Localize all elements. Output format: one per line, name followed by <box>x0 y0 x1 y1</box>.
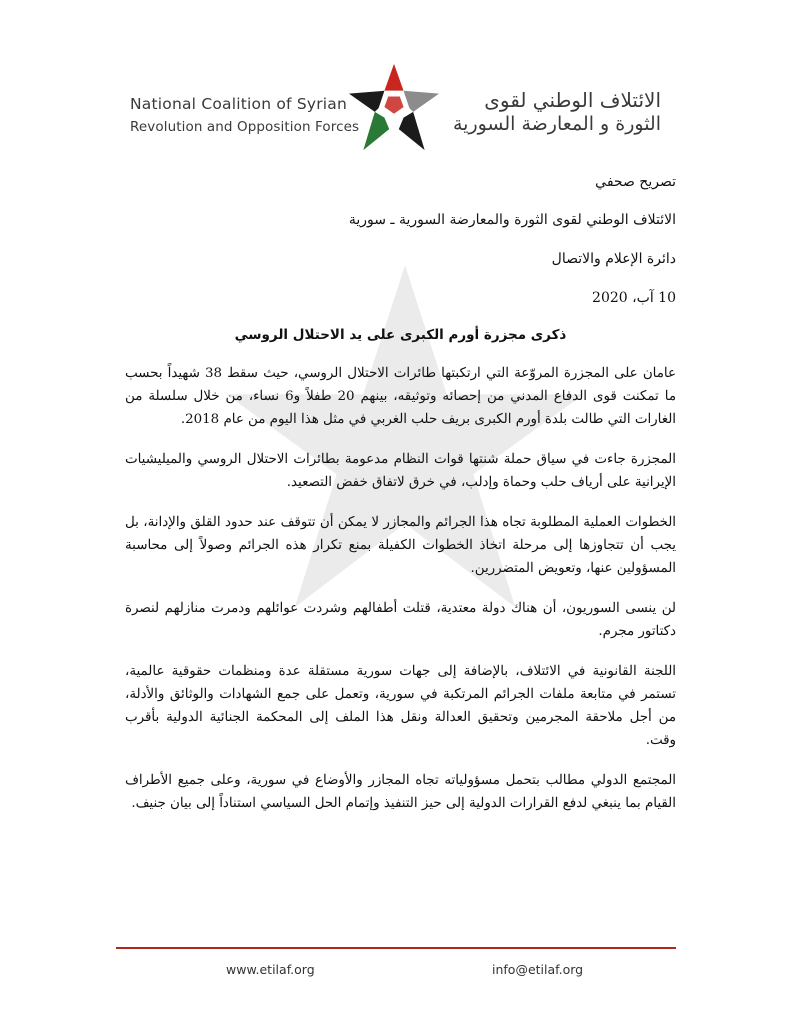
english-name-line-2: Revolution and Opposition Forces <box>130 119 360 135</box>
letterhead <box>0 62 791 162</box>
press-release-title: ذكرى مجزرة أورم الكبرى على يد الاحتلال الروسي <box>234 327 567 343</box>
issuing-organization: الائتلاف الوطني لقوى الثورة والمعارضة السورية ـ سورية <box>348 212 676 228</box>
arabic-name-line-2: الثورة و المعارضة السورية <box>452 113 661 135</box>
organization-name-arabic <box>453 88 661 136</box>
coalition-star-logo-icon <box>346 62 442 154</box>
release-date: 10 آب، 2020 <box>592 290 676 306</box>
paragraph-2: المجزرة جاءت في سياق حملة شنتها قوات النظام مدعومة بطائرات الاحتلال الروسي والميليشيات الإيرانية على أرياف حلب وحماة وإدلب، في خرق لاتفاق خفض التصعيد. <box>125 452 676 490</box>
paragraph-6: المجتمع الدولي مطالب بتحمل مسؤولياته تجاه المجازر والأوضاع في سورية، وعلى جميع الأطراف القيام بما ينبغي لدفع القرارات الدولية إلى حيز التنفيذ وإتمام الحل السياسي استناداً إلى بيان جنيف. <box>125 773 676 811</box>
footer-email-link[interactable]: info@etilaf.org <box>492 962 584 977</box>
paragraph-1: عامان على المجزرة المروّعة التي ارتكبتها طائرات الاحتلال الروسي، حيث سقط 38 شهيداً بحسب ما تمكنت قوى الدفاع المدني من إحصائه وتوثيقه، بينهم 20 طفلاً و6 نساء، من خلال سلسلة من الغارات التي طالت بلدة أورم الكبرى بريف حلب الغربي في مثل هذا اليوم من عام 2018. <box>125 366 676 427</box>
department: دائرة الإعلام والاتصال <box>551 251 676 267</box>
footer-divider <box>116 947 676 949</box>
document-type: تصريح صحفي <box>595 174 676 190</box>
paragraph-3: الخطوات العملية المطلوبة تجاه هذا الجرائم والمجازر لا يمكن أن تتوقف عند حدود القلق والإدانة، بل يجب أن تتجاوزها إلى مرحلة اتخاذ الخطوات الكفيلة بمنع تكرار هذه الجرائم وصولاً إلى محاسبة المسؤولين عنها، وتعويض المتضررين. <box>125 515 676 576</box>
footer-website-link[interactable]: www.etilaf.org <box>226 962 315 977</box>
arabic-name-line-1: الائتلاف الوطني لقوى <box>484 88 661 112</box>
paragraph-5: اللجنة القانونية في الائتلاف، بالإضافة إلى جهات سورية مستقلة عدة ومنظمات حقوقية عالمية، تستمر في متابعة ملفات الجرائم المرتكبة في سورية، وتعمل على جمع الشهادات والوثائق والأدلة، من أجل ملاحقة المجرمين وتحقيق العدالة ونقل هذا الملف إلى المحكمة الجنائية الدولية بأقرب وقت. <box>125 664 676 748</box>
paragraphs <box>125 362 676 832</box>
paragraph-4: لن ينسى السوريون، أن هناك دولة معتدية، قتلت أطفالهم وشردت عوائلهم ودمرت منازلهم لنصرة دكتاتور مجرم. <box>125 601 676 639</box>
organization-name-english <box>130 94 359 137</box>
english-name-line-1: National Coalition of Syrian <box>130 95 348 113</box>
